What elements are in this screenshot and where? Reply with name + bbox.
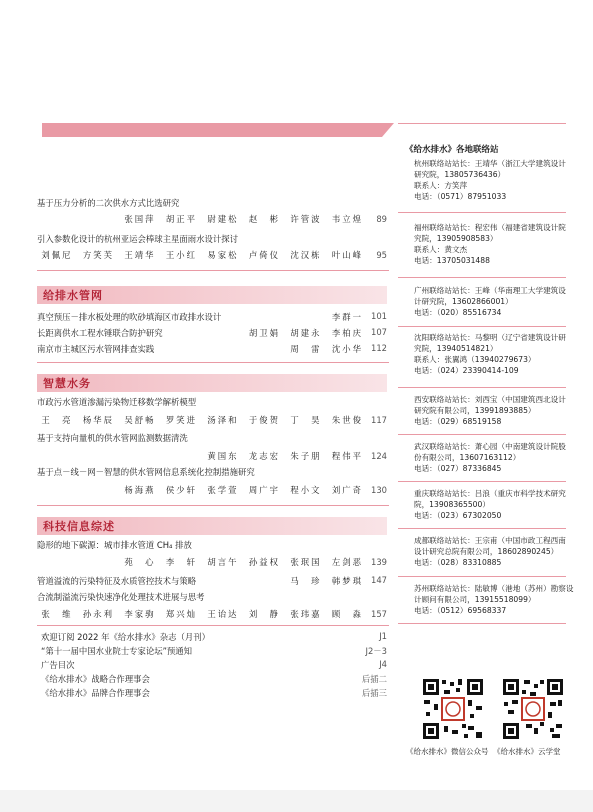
station-block [414,222,574,266]
article-page: 112 [371,343,387,353]
article-page: 95 [376,250,387,260]
misc-entry[interactable] [37,673,389,684]
section-heading [37,374,387,392]
article-page: 107 [371,327,387,337]
header-accent-bar [42,123,382,137]
misc-page: J1 [379,631,387,641]
section-divider [37,625,389,626]
top-blank-area [0,0,593,118]
misc-page: J4 [379,659,387,669]
station-block [414,441,574,474]
article-entry[interactable] [37,575,389,586]
station-block [414,488,574,521]
article-authors: 黄国东 龙志宏 朱子朋 程伟平 [207,451,363,461]
station-line: 西安联络站站长：刘西宝（中国建筑西北设计 [414,395,566,404]
station-line: 武汉联络站站长：萧心园（中南建筑设计院股 [414,442,566,451]
station-divider [398,623,566,624]
section-title: 科技信息综述 [43,520,115,533]
article-page: 117 [371,415,387,425]
article-title: 引入参数化设计的杭州亚运会棒球主星面雨水设计探讨 [37,234,238,244]
article-title: 真空预压－排水板处理的吹砂填海区市政排水设计 [37,312,222,322]
article-entry[interactable] [37,397,389,426]
station-divider [398,434,566,435]
station-line: 电话：（0571）87951033 [414,192,507,201]
qr-caption: 《给水排水》云学堂 [493,747,561,756]
section-heading [37,517,387,535]
article-entry[interactable] [37,540,389,568]
article-page: 124 [371,451,387,461]
page-footer-band [0,790,593,812]
article-entry[interactable] [37,592,389,620]
station-line: 联系人：方笑萍 [414,181,468,190]
qr-caption: 《给水排水》微信公众号 [406,747,489,756]
station-line: 院，13908365500） [414,500,490,509]
article-title: 合流制溢流污染快速净化处理技术进展与思考 [37,592,205,602]
misc-title: 广告目次 [41,660,75,670]
station-block [414,158,574,202]
section-divider [37,505,389,506]
article-entry[interactable] [37,234,389,261]
station-line: 成都联络站站长：王宗甫（中国市政工程西南 [414,536,566,545]
article-entry[interactable] [37,433,389,462]
article-title: 隐形的地下碳源：城市排水管道 CH₄ 排放 [37,540,192,550]
section-title: 智慧水务 [43,377,91,390]
station-line: 电话：（027）87336845 [414,464,502,473]
article-title: 南京市主城区污水管网排查实践 [37,344,155,354]
misc-entry[interactable] [37,687,389,698]
section-title: 给排水管网 [43,289,103,302]
station-line: 福州联络站站长：程宏伟（福建省建筑设计院 [414,223,566,232]
station-line: 重庆联络站站长：吕浪（重庆市科学技术研究 [414,489,566,498]
article-authors: 李群一 [331,312,363,322]
station-line: 研究院有限公司，13991893885） [414,406,536,415]
article-authors: 张国萍 胡正平 尉建松 赵 彬 许管波 韦立煌 [124,214,363,224]
wechat-qr-code[interactable] [420,676,486,742]
station-line: 电话：（023）67302050 [414,511,502,520]
station-divider [398,277,566,278]
article-authors: 王 亮 杨华辰 吴舒畅 罗笑进 汤泽和 于俊贺 丁 昊 朱世俊 [41,415,363,425]
article-entry[interactable] [37,311,389,322]
section-divider [37,270,389,271]
article-page: 89 [376,214,387,224]
article-entry[interactable] [37,198,389,225]
article-title: 市政污水管道渗漏污染物迁移数学解析模型 [37,397,197,407]
station-divider [398,481,566,482]
article-entry[interactable] [37,343,389,354]
station-line: 电话：（0512）69568337 [414,606,507,615]
article-entry[interactable] [37,327,389,338]
station-line: 电话：（020）85516734 [414,308,502,317]
article-title: 基于压力分析的二次供水方式比选研究 [37,198,180,208]
station-block [414,394,574,427]
qr-code-icon [500,676,566,742]
article-title: 管道溢流的污染特征及水质管控技术与策略 [37,576,197,586]
station-line: 计研究院，13602866001） [414,297,513,306]
misc-entry[interactable] [37,645,389,656]
article-page: 130 [371,485,387,495]
station-line: 究院，13940514821） [414,344,498,353]
article-authors: 刘佩尼 方笑芙 王靖华 王小红 易家松 卢倚仪 沈汉栋 叶山峰 [41,250,363,260]
station-line: 联系人：黄文杰 [414,245,468,254]
station-line: 沈阳联络站站长：马黎明（辽宁省建筑设计研 [414,333,566,342]
misc-page: 后插三 [361,688,387,698]
misc-entry[interactable] [37,631,389,642]
misc-title: 《给水排水》战略合作理事会 [41,674,150,684]
section-divider [37,362,389,363]
station-top-rule [398,123,566,124]
station-block [414,332,574,376]
misc-page: J2－3 [365,646,387,656]
article-title: 基于支持向量机的供水管网监测数据清洗 [37,433,188,443]
station-divider [398,576,566,577]
station-block [414,583,574,616]
misc-title: 欢迎订阅 2022 年《给水排水》杂志（月刊） [41,632,211,642]
station-line: 联系人：张翼鸿（13940279673） [414,355,536,364]
article-page: 101 [371,311,387,321]
misc-title: “第十一届中国水业院士专家论坛”预通知 [41,646,193,656]
article-authors: 马 珍 韩梦琪 [290,576,363,586]
qr-code-icon [420,676,486,742]
article-page: 139 [371,557,387,567]
misc-entry[interactable] [37,659,389,670]
article-entry[interactable] [37,467,389,496]
station-line: 电话：（029）68519158 [414,417,502,426]
station-block [414,535,574,568]
article-authors: 杨海燕 侯少轩 张学萱 周广宇 程小文 刘广奇 [124,485,363,495]
stations-heading: 《给水排水》各地联络站 [405,145,499,155]
article-authors: 张 维 孙永利 李家驹 郑兴灿 王诒达 刘 静 张玮嘉 顾 淼 [41,609,363,619]
station-divider [398,528,566,529]
article-title: 长距离供水工程水锤联合防护研究 [37,328,163,338]
article-authors: 苑 心 李 轩 胡言午 孙益权 张珉国 左剑恶 [124,557,363,567]
misc-title: 《给水排水》品牌合作理事会 [41,688,150,698]
station-line: 计顾问有限公司，13915518099） [414,595,536,604]
article-authors: 胡卫娟 胡建永 李柏庆 [248,328,363,338]
station-divider [398,326,566,327]
article-page: 157 [371,609,387,619]
station-divider [398,212,566,213]
station-line: 广州联络站站长：王峰（华南理工大学建筑设 [414,286,566,295]
station-line: 苏州联络站站长：陆敏博（港地（苏州）勘察设 [414,584,574,593]
station-line: 电话：（024）23390414-109 [414,366,519,375]
section-heading [37,286,387,304]
station-line: 究院，13905908583） [414,234,498,243]
station-divider [398,387,566,388]
station-block [414,285,574,318]
misc-page: 后插二 [361,674,387,684]
station-line: 设计研究总院有限公司，18602890245） [414,547,559,556]
article-title: 基于点－线－网－智慧的供水管网信息系统化控制措施研究 [37,467,255,477]
station-line: 杭州联络站站长：王靖华（浙江大学建筑设计 [414,159,566,168]
article-authors: 周 雷 沈小华 [290,344,363,354]
station-line: 电话：（028）83310885 [414,558,502,567]
article-page: 147 [371,575,387,585]
station-line: 研究院，13805736436） [414,170,506,179]
cloud-class-qr-code[interactable] [500,676,566,742]
station-line: 电话：13705031488 [414,256,490,265]
station-line: 份有限公司，13607163112） [414,453,521,462]
